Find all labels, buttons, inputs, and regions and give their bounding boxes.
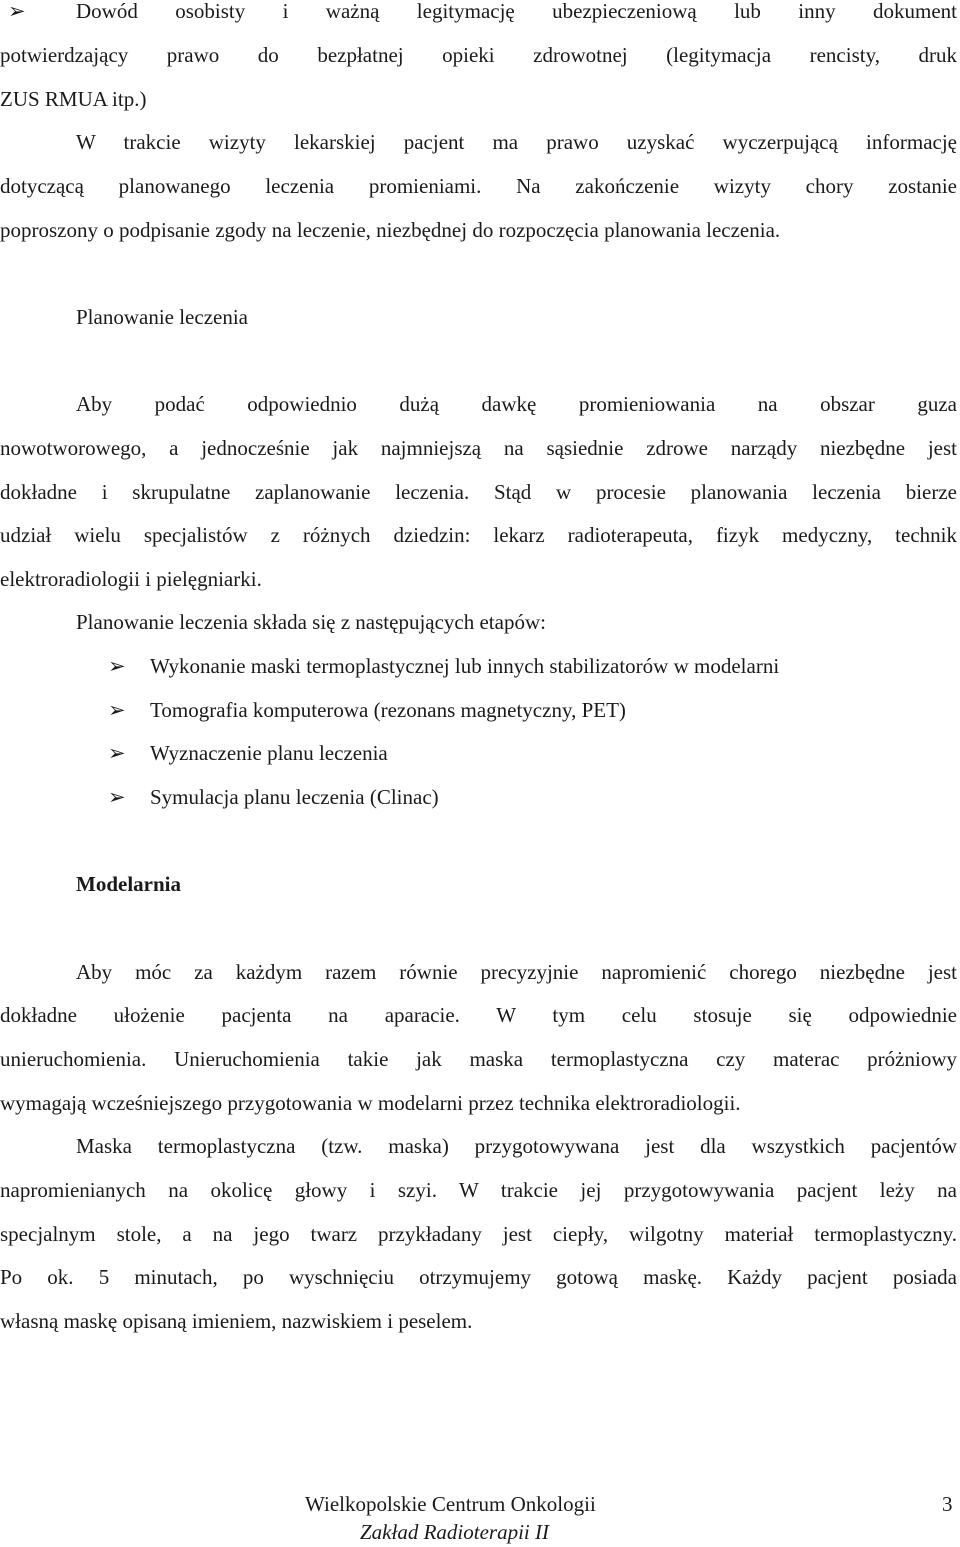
planning-para-line-4: udział wielu specjalistów z różnych dziedzin: lekarz radioterapeuta, fizyk medyczny, technik <box>0 523 957 547</box>
stage-item-3: Wyznaczenie planu leczenia <box>150 741 388 765</box>
modelarnia-para1-line-1: Aby móc za każdym razem równie precyzyjnie napromienić chorego niezbędne jest <box>76 960 957 984</box>
planning-para-line-5: elektroradiologii i pielęgniarki. <box>0 567 262 591</box>
stage-item-2: Tomografia komputerowa (rezonans magnetyczny, PET) <box>150 698 626 722</box>
planning-para-line-1: Aby podać odpowiednio dużą dawkę promieniowania na obszar guza <box>76 392 957 416</box>
planning-para-line-2: nowotworowego, a jednocześnie jak najmniejszą na sąsiednie zdrowe narządy niezbędne jest <box>0 436 957 460</box>
stage-item-4: Symulacja planu leczenia (Clinac) <box>150 785 439 809</box>
modelarnia-para2-line-2: napromienianych na okolicę głowy i szyi. W trakcie jej przygotowywania pacjent leży na <box>0 1178 957 1202</box>
planning-stages-intro: Planowanie leczenia składa się z następujących etapów: <box>76 610 546 634</box>
planning-heading: Planowanie leczenia <box>76 305 248 329</box>
arrow-bullet-icon: ➢ <box>108 654 126 678</box>
modelarnia-para2-line-1: Maska termoplastyczna (tzw. maska) przygotowywana jest dla wszystkich pacjentów <box>76 1134 957 1158</box>
arrow-bullet-icon: ➢ <box>108 698 126 722</box>
intro-para-line-2: dotyczącą planowanego leczenia promieniami. Na zakończenie wizyty chory zostanie <box>0 174 957 198</box>
modelarnia-para1-line-4: wymagają wcześniejszego przygotowania w modelarni przez technika elektroradiologii. <box>0 1091 741 1115</box>
modelarnia-para2-line-3: specjalnym stole, a na jego twarz przykładany jest ciepły, wilgotny materiał termoplastyczny. <box>0 1222 957 1246</box>
arrow-bullet-icon: ➢ <box>108 785 126 809</box>
modelarnia-para1-line-3: unieruchomienia. Unieruchomienia takie jak maska termoplastyczna czy materac próżniowy <box>0 1047 957 1071</box>
intro-bullet-line-2: potwierdzający prawo do bezpłatnej opieki zdrowotnej (legitymacja rencisty, druk <box>0 43 957 67</box>
stage-item-1: Wykonanie maski termoplastycznej lub innych stabilizatorów w modelarni <box>150 654 780 678</box>
arrow-bullet-icon: ➢ <box>108 741 126 765</box>
footer-subtitle: Zakład Radioterapii II <box>360 1520 549 1544</box>
intro-bullet-line-1: Dowód osobisty i ważną legitymację ubezpieczeniową lub inny dokument <box>76 0 957 23</box>
planning-para-line-3: dokładne i skrupulatne zaplanowanie leczenia. Stąd w procesie planowania leczenia bierze <box>0 480 957 504</box>
intro-para-line-3: poproszony o podpisanie zgody na leczenie, niezbędnej do rozpoczęcia planowania leczenia. <box>0 218 781 242</box>
intro-para-line-1: W trakcie wizyty lekarskiej pacjent ma prawo uzyskać wyczerpującą informację <box>76 130 957 154</box>
footer-title: Wielkopolskie Centrum Onkologii <box>305 1492 596 1516</box>
modelarnia-heading: Modelarnia <box>76 872 181 896</box>
modelarnia-para2-line-4: Po ok. 5 minutach, po wyschnięciu otrzymujemy gotową maskę. Każdy pacjent posiada <box>0 1265 957 1289</box>
modelarnia-para2-line-5: własną maskę opisaną imieniem, nazwiskiem i peselem. <box>0 1309 473 1333</box>
modelarnia-para1-line-2: dokładne ułożenie pacjenta na aparacie. W tym celu stosuje się odpowiednie <box>0 1003 957 1027</box>
arrow-bullet-icon: ➢ <box>8 0 26 23</box>
page-number: 3 <box>942 1492 953 1516</box>
intro-bullet-line-3: ZUS RMUA itp.) <box>0 87 147 111</box>
